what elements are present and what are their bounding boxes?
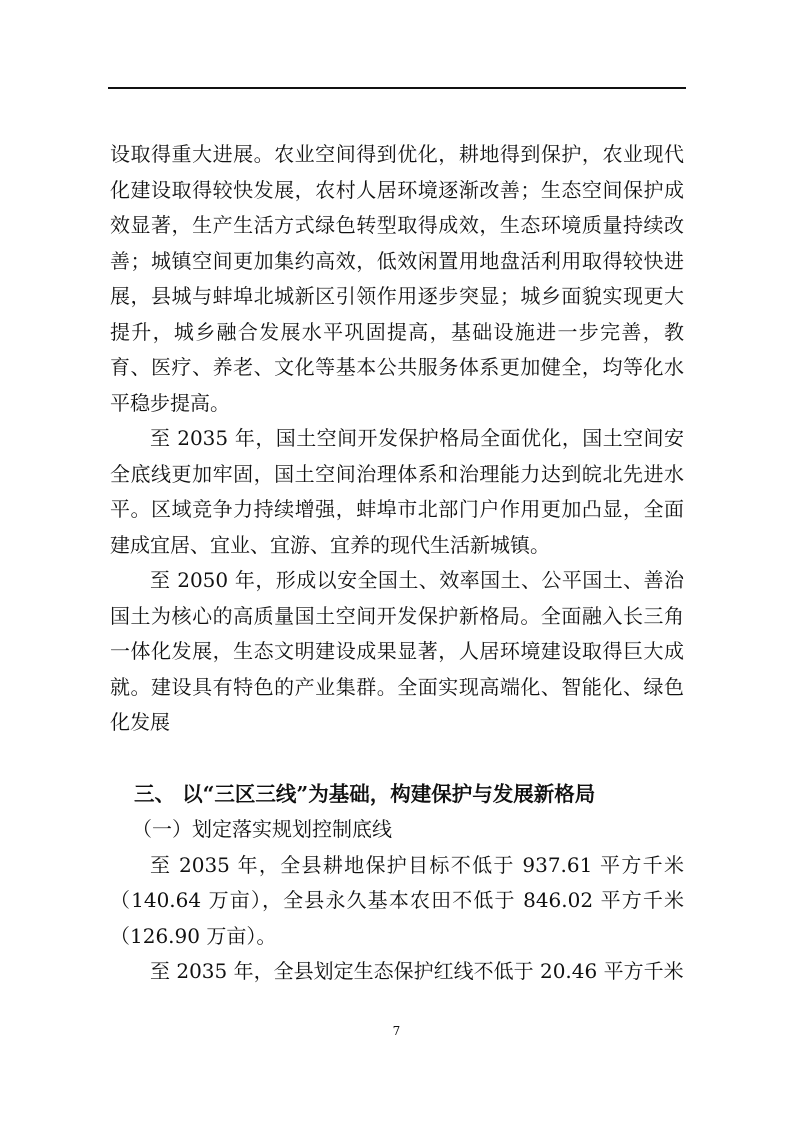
paragraph-ecological-redline: 至 2035 年，全县划定生态保护红线不低于 20.46 平方千米 — [150, 959, 684, 983]
section-heading: 三、 以“三区三线”为基础，构建保护与发展新格局 — [134, 781, 596, 806]
header-rule — [108, 87, 686, 89]
paragraph-2035-goal: 至 2035 年，国土空间开发保护格局全面优化，国土空间安全底线更加牢固，国土空间治理体系和治理能力达到皖北先进水平。区域竞争力持续增强，蚌埠市北部门户作用更加凸显，全面建成宜居、宜业、宜游、宜养的现代生活新城镇。 — [110, 426, 684, 557]
paragraph-continued: 设取得重大进展。农业空间得到优化，耕地得到保护，农业现代化建设取得较快发展，农村人居环境逐渐改善；生态空间保护成效显著，生产生活方式绿色转型取得成效，生态环境质量持续改善；城镇空间更加集约高效，低效闲置用地盘活利用取得较快进展，县城与蚌埠北城新区引领作用逐步突显；城乡面貌实现更大提升，城乡融合发展水平巩固提高，基础设施进一步完善，教育、医疗、养老、文化等基本公共服务体系更加健全，均等化水平稳步提高。 — [110, 142, 684, 415]
page-number: 7 — [392, 1024, 401, 1038]
section-spacer — [110, 741, 684, 777]
document-body — [110, 137, 684, 990]
paragraph-farmland-target: 至 2035 年，全县耕地保护目标不低于 937.61 平方千米（140.64 万亩），全县永久基本农田不低于 846.02 平方千米（126.90 万亩）。 — [110, 852, 684, 948]
paragraph-2050-goal: 至 2050 年，形成以安全国土、效率国土、公平国土、善治国土为核心的高质量国土空间开发保护新格局。全面融入长三角一体化发展，生态文明建设成果显著，人居环境建设取得巨大成就。建设具有特色的产业集群。全面实现高端化、智能化、绿色化发展 — [110, 568, 684, 734]
subsection-heading: （一）划定落实规划控制底线 — [132, 817, 392, 841]
